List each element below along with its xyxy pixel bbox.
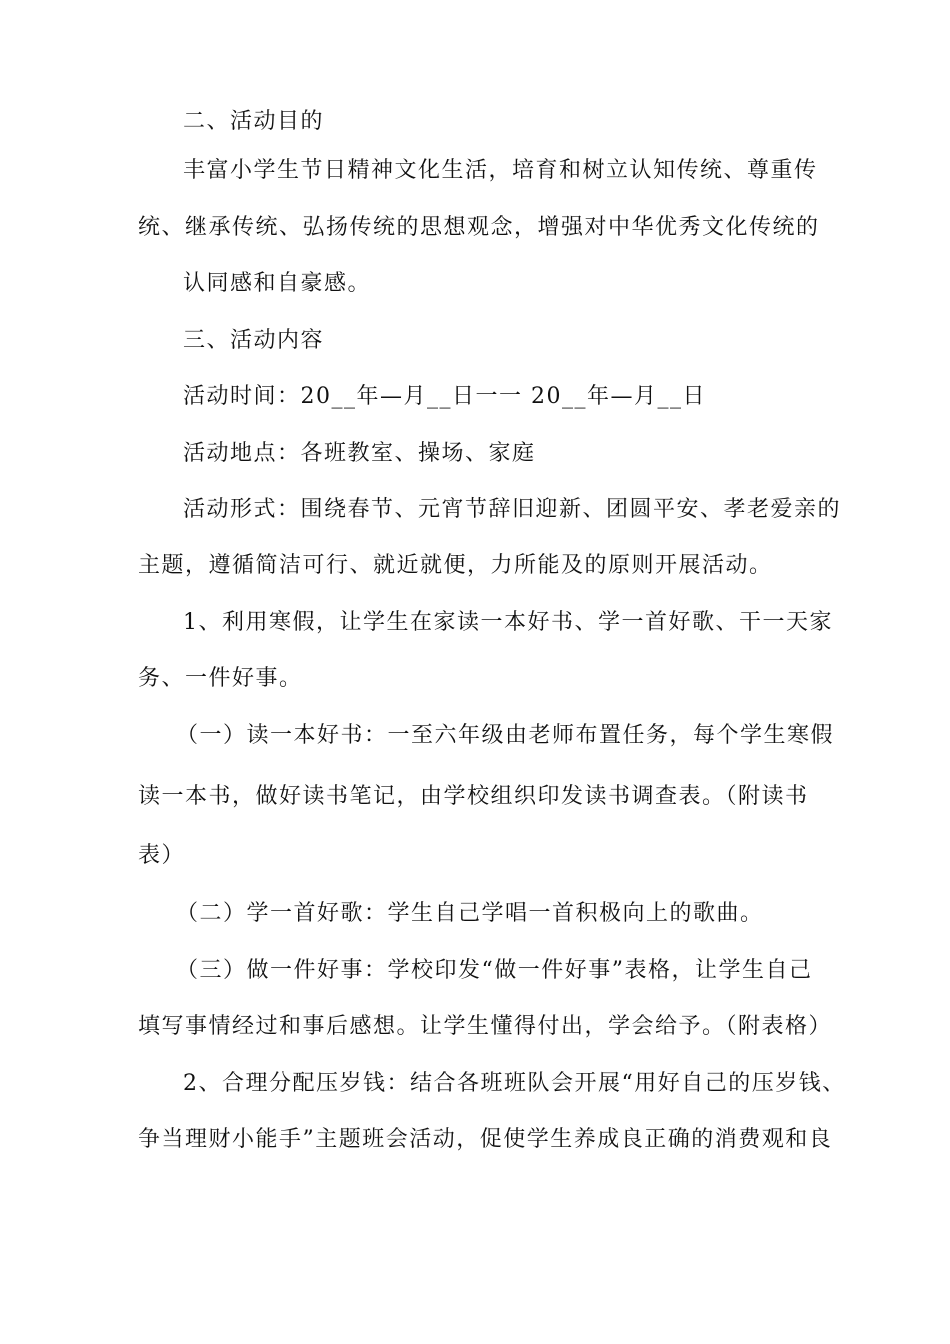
activity-time: 活动时间：20__年—月__日一一 20__年—月__日 <box>183 384 706 409</box>
activity-location: 活动地点：各班教室、操场、家庭 <box>183 441 536 466</box>
item-2: 2、合理分配压岁钱：结合各班班队会开展“用好自己的压岁钱、 <box>183 1071 846 1096</box>
subitem-learn-song: （二）学一首好歌：学生自己学唱一首积极向上的歌曲。 <box>176 901 764 926</box>
heading-activity-content: 三、活动内容 <box>183 328 325 353</box>
heading-activity-purpose: 二、活动目的 <box>183 109 325 134</box>
paragraph-line: 读一本书，做好读书笔记，由学校组织印发读书调查表。（附读书 <box>138 784 809 809</box>
item-1: 1、利用寒假，让学生在家读一本好书、学一首好歌、干一天家 <box>183 610 833 635</box>
paragraph-line: 务、一件好事。 <box>138 666 303 691</box>
paragraph-line: 填写事情经过和事后感想。让学生懂得付出，学会给予。（附表格） <box>138 1014 833 1039</box>
subitem-read-book: （一）读一本好书：一至六年级由老师布置任务，每个学生寒假 <box>176 723 835 748</box>
activity-form: 活动形式：围绕春节、元宵节辞旧迎新、团圆平安、孝老爱亲的 <box>183 497 842 522</box>
paragraph-line: 主题，遵循简洁可行、就近就便，力所能及的原则开展活动。 <box>138 553 773 578</box>
paragraph-line: 争当理财小能手”主题班会活动，促使学生养成良正确的消费观和良 <box>138 1127 833 1152</box>
paragraph-line: 认同感和自豪感。 <box>183 271 372 296</box>
paragraph-line: 丰富小学生节日精神文化生活，培育和树立认知传统、尊重传 <box>183 158 818 183</box>
subitem-good-deed: （三）做一件好事：学校印发“做一件好事”表格，让学生自己 <box>176 958 813 983</box>
paragraph-line: 统、继承传统、弘扬传统的思想观念，增强对中华优秀文化传统的 <box>138 215 820 240</box>
paragraph-line: 表） <box>138 843 186 868</box>
